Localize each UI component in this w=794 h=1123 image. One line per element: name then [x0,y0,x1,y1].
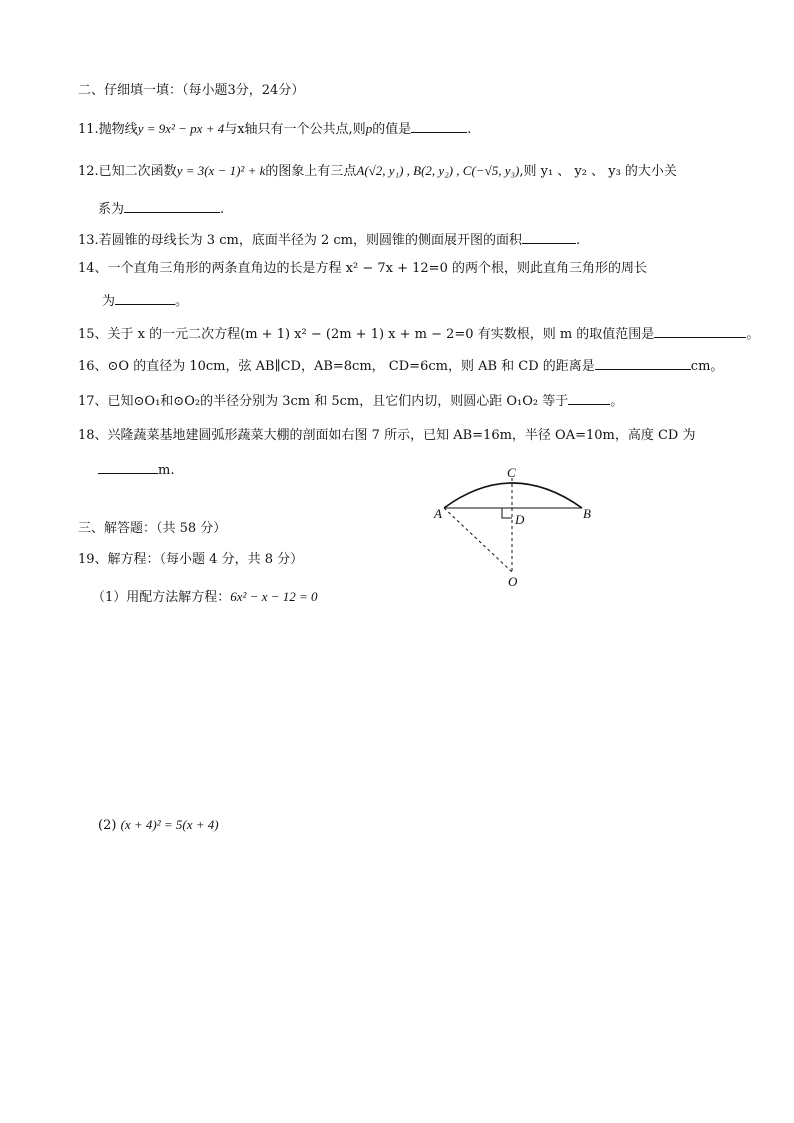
label-D: D [515,512,525,527]
q18-end: m. [158,463,175,478]
question-12-line2 [98,198,224,219]
question-14-line2 [102,290,188,311]
q11-formula: y = 9x² − px + 4 [137,121,225,136]
label-C: C [507,465,516,480]
figure-7-arc-diagram [432,464,602,588]
q11-answer-blank[interactable] [411,118,467,133]
q11-prefix: 11.抛物线 [78,122,138,137]
question-12 [78,162,677,181]
question-14 [78,260,647,278]
question-19-part1 [92,588,318,607]
q11-middle: 与x轴只有一个公共点,则 [224,122,366,137]
q11-suffix: 的值是 [372,122,412,137]
q14-end: 。 [175,294,189,309]
q11-var: p [365,121,373,136]
question-17 [78,390,623,411]
q13-text: 13.若圆锥的母线长为 3 cm，底面半径为 2 cm，则圆锥的侧面展开图的面积 [78,233,522,248]
q12-tail: ,则 y₁ 、 y₂ 、 y₃ 的大小关 [519,164,677,179]
q16-end: cm。 [690,359,724,374]
label-B: B [583,506,591,521]
q15-answer-blank[interactable] [654,323,746,338]
q19-part2-label: (2) [98,818,117,833]
question-18 [78,427,696,445]
q14-line1: 14、一个直角三角形的两条直角边的长是方程 x² − 7x + 12=0 的两个根，则此直角三角形的周长 [78,261,647,276]
q18-answer-blank[interactable] [98,459,158,474]
right-angle-mark [502,508,512,518]
section3-heading: 三、解答题：（共 58 分） [78,521,227,536]
q13-answer-blank[interactable] [522,229,576,244]
section2-heading: 二、仔细填一填：（每小题3分，24分） [78,83,305,98]
q14-answer-blank[interactable] [115,290,175,305]
q14-line2: 为 [102,294,116,309]
q12-answer-blank[interactable] [124,198,220,213]
q15-text: 15、关于 x 的一元二次方程(m + 1) x² − (2m + 1) x + m − 2=0 有实数根，则 m 的取值范围是 [78,327,655,342]
question-13 [78,229,580,250]
q17-end: 。 [610,394,624,409]
q12-prefix: 12.已知二次函数 [78,164,177,179]
q19-part1-label: （1）用配方法解方程： [92,590,231,605]
q12-formula: y = 3(x − 1)² + k [176,163,266,178]
question-11 [78,118,471,139]
question-18-line2 [98,459,174,480]
q16-answer-blank[interactable] [595,355,691,370]
arc-AB [444,483,582,508]
q12-points: A(√2, y₁) , B(2, y₂) , C(−√5, y₃) [356,163,520,178]
label-O: O [508,574,518,588]
q13-end: . [575,233,581,248]
question-15 [78,323,759,344]
q12-middle: 的图象上有三点 [265,164,357,179]
q16-text: 16、⊙O 的直径为 10cm，弦 AB∥CD，AB=8cm， CD=6cm，则 AB 和 CD 的距离是 [78,359,595,374]
q19-part1-equation: 6x² − x − 12 = 0 [230,589,318,604]
q15-end: 。 [746,327,760,342]
q17-answer-blank[interactable] [568,390,610,405]
label-A: A [434,506,442,521]
q11-end: . [467,122,472,137]
q19-part2-equation: (x + 4)² = 5(x + 4) [120,817,219,832]
question-16 [78,355,723,376]
question-19-part2 [98,816,219,835]
q12-line2: 系为 [98,202,125,217]
q12-end: . [220,202,225,217]
q17-text: 17、已知⊙O₁和⊙O₂的半径分别为 3cm 和 5cm，且它们内切，则圆心距 O₁O₂ 等于 [78,394,569,409]
q18-line1: 18、兴隆蔬菜基地建圆弧形蔬菜大棚的剖面如右图 7 所示，已知 AB=16m，半径 OA=10m，高度 CD 为 [78,428,696,443]
question-19-heading: 19、解方程：（每小题 4 分，共 8 分） [78,552,304,567]
